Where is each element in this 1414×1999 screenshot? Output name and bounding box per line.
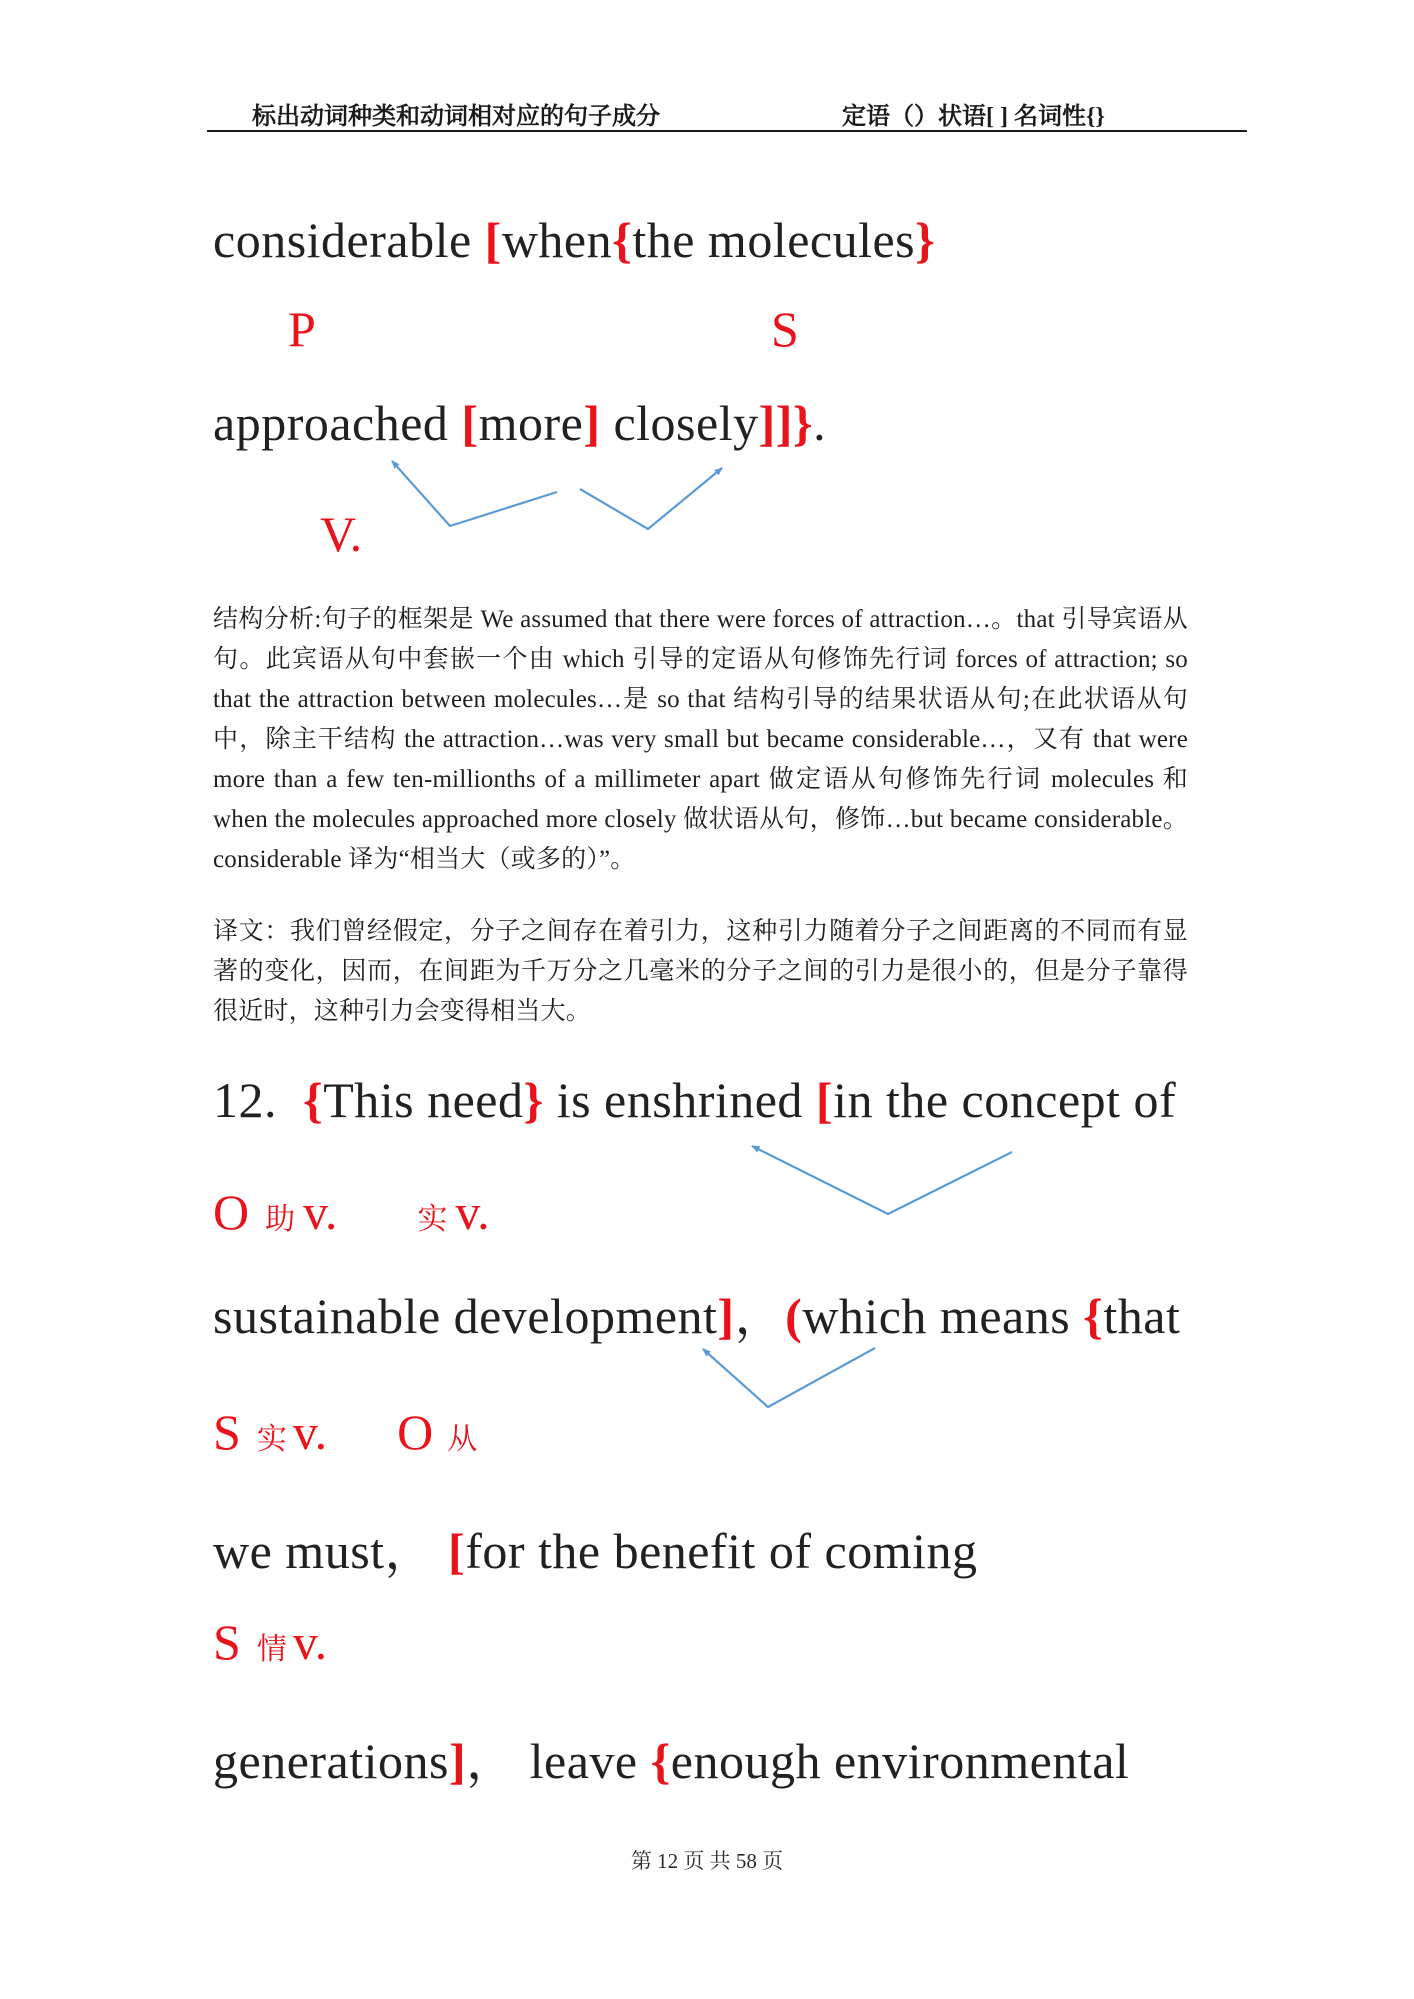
annotation-row-subject1 (213, 1403, 477, 1461)
label-verb-v: v. (292, 1614, 328, 1670)
connector-arrow-development (703, 1348, 875, 1407)
bracket-segment: [ (448, 1523, 466, 1579)
label-object-o: O (213, 1184, 250, 1240)
sentence11-line1 (213, 212, 935, 270)
bracket-segment: ] (583, 395, 601, 451)
label-subject-s: S (213, 1614, 241, 1670)
text-segment: generations (213, 1733, 449, 1789)
bracket-segment: ]]} (758, 395, 814, 451)
header-rule (207, 130, 1247, 132)
text-segment: sustainable development (213, 1288, 718, 1344)
bracket-segment: [ (484, 212, 502, 268)
label-verb-v1: v. (303, 1184, 338, 1240)
text-segment: approached (213, 395, 462, 451)
text-segment: that (1103, 1288, 1181, 1344)
label-notional-shi: 实 (417, 1203, 448, 1236)
label-verb-v: V. (320, 506, 363, 562)
text-segment: more (478, 395, 584, 451)
sentence12-line1 (213, 1072, 1176, 1130)
text-segment: which means (802, 1288, 1084, 1344)
label-verb-v2: v. (455, 1184, 490, 1240)
bracket-segment: { (650, 1733, 671, 1789)
annotation-row-object (213, 1183, 490, 1241)
text-segment: for the benefit of coming (465, 1523, 978, 1579)
header-left-title: 标出动词种类和动词相对应的句子成分 (252, 104, 660, 130)
text-segment: in the concept of (833, 1072, 1177, 1128)
bracket-segment: ] (448, 1733, 467, 1789)
annotation-row-subject2 (213, 1613, 327, 1671)
page-number: 第 12 页 共 58 页 (630, 1849, 784, 1873)
sentence12-line3 (213, 1523, 978, 1581)
analysis-paragraph: 结构分析:句子的框架是 We assumed that there were forces of attraction…。that 引导宾语从句。此宾语从句中套嵌一个由 which 引导的定语从句修饰先行词 forces of attraction; so that the attraction between molecules…是 so that 结构引导的结果状语从句;在此状语从句中，除主干结构 the attraction…was very small but became considerable…，又有 that were more than a few ten-millionths of a millimeter apart 做定语从句修饰先行词 molecules 和 when the molecules approached more closely 做状语从句，修饰…but became considerable。considerable 译为“相当大（或多的）”。 (213, 606, 1188, 873)
label-object-o: O (397, 1404, 434, 1460)
sentence12-line4 (213, 1733, 1129, 1791)
label-predicate-p: P (288, 301, 316, 357)
text-segment: when (501, 212, 613, 268)
label-subject-s: S (771, 301, 799, 357)
bracket-segment: [ (815, 1072, 834, 1128)
sentence11-line2 (213, 395, 826, 453)
text-segment: This need (323, 1072, 524, 1128)
text-segment: is enshrined (543, 1072, 816, 1128)
bracket-segment: { (1083, 1288, 1104, 1344)
bracket-segment: { (303, 1072, 324, 1128)
label-auxiliary-zhu: 助 (265, 1203, 296, 1236)
label-modal-qing: 情 (256, 1633, 287, 1666)
label-subject-s: S (213, 1404, 241, 1460)
connector-arrow-enshrined (752, 1146, 1012, 1214)
text-segment: closely (600, 395, 759, 451)
label-clause-cong: 从 (447, 1423, 478, 1456)
text-segment: 12. (213, 1072, 303, 1128)
header-right-legend: 定语（）状语[ ] 名词性{} (842, 104, 1105, 130)
bracket-segment: } (523, 1072, 544, 1128)
bracket-segment: { (612, 212, 633, 268)
bracket-segment: } (915, 212, 936, 268)
translation-paragraph: 译文：我们曾经假定，分子之间存在着引力，这种引力随着分子之间距离的不同而有显著的变化，因而，在间距为千万分之几毫米的分子之间的引力是很小的，但是分子靠得很近时，这种引力会变得相当大。 (213, 918, 1188, 1025)
sentence12-line2 (213, 1288, 1180, 1346)
text-segment: . (813, 395, 827, 451)
text-segment: ， (734, 1288, 786, 1344)
label-verb-v: v. (292, 1404, 328, 1460)
bracket-segment: ( (785, 1288, 803, 1344)
label-notional-shi: 实 (256, 1423, 287, 1456)
text-segment: we must， (213, 1523, 449, 1579)
text-segment: enough environmental (670, 1733, 1130, 1789)
connector-arrow-approached (392, 461, 557, 526)
text-segment: ， leave (466, 1733, 651, 1789)
bracket-segment: ] (717, 1288, 735, 1344)
text-segment: considerable (213, 212, 485, 268)
text-segment: the molecules (632, 212, 916, 268)
bracket-segment: [ (461, 395, 479, 451)
connector-arrow-closely (580, 468, 722, 529)
